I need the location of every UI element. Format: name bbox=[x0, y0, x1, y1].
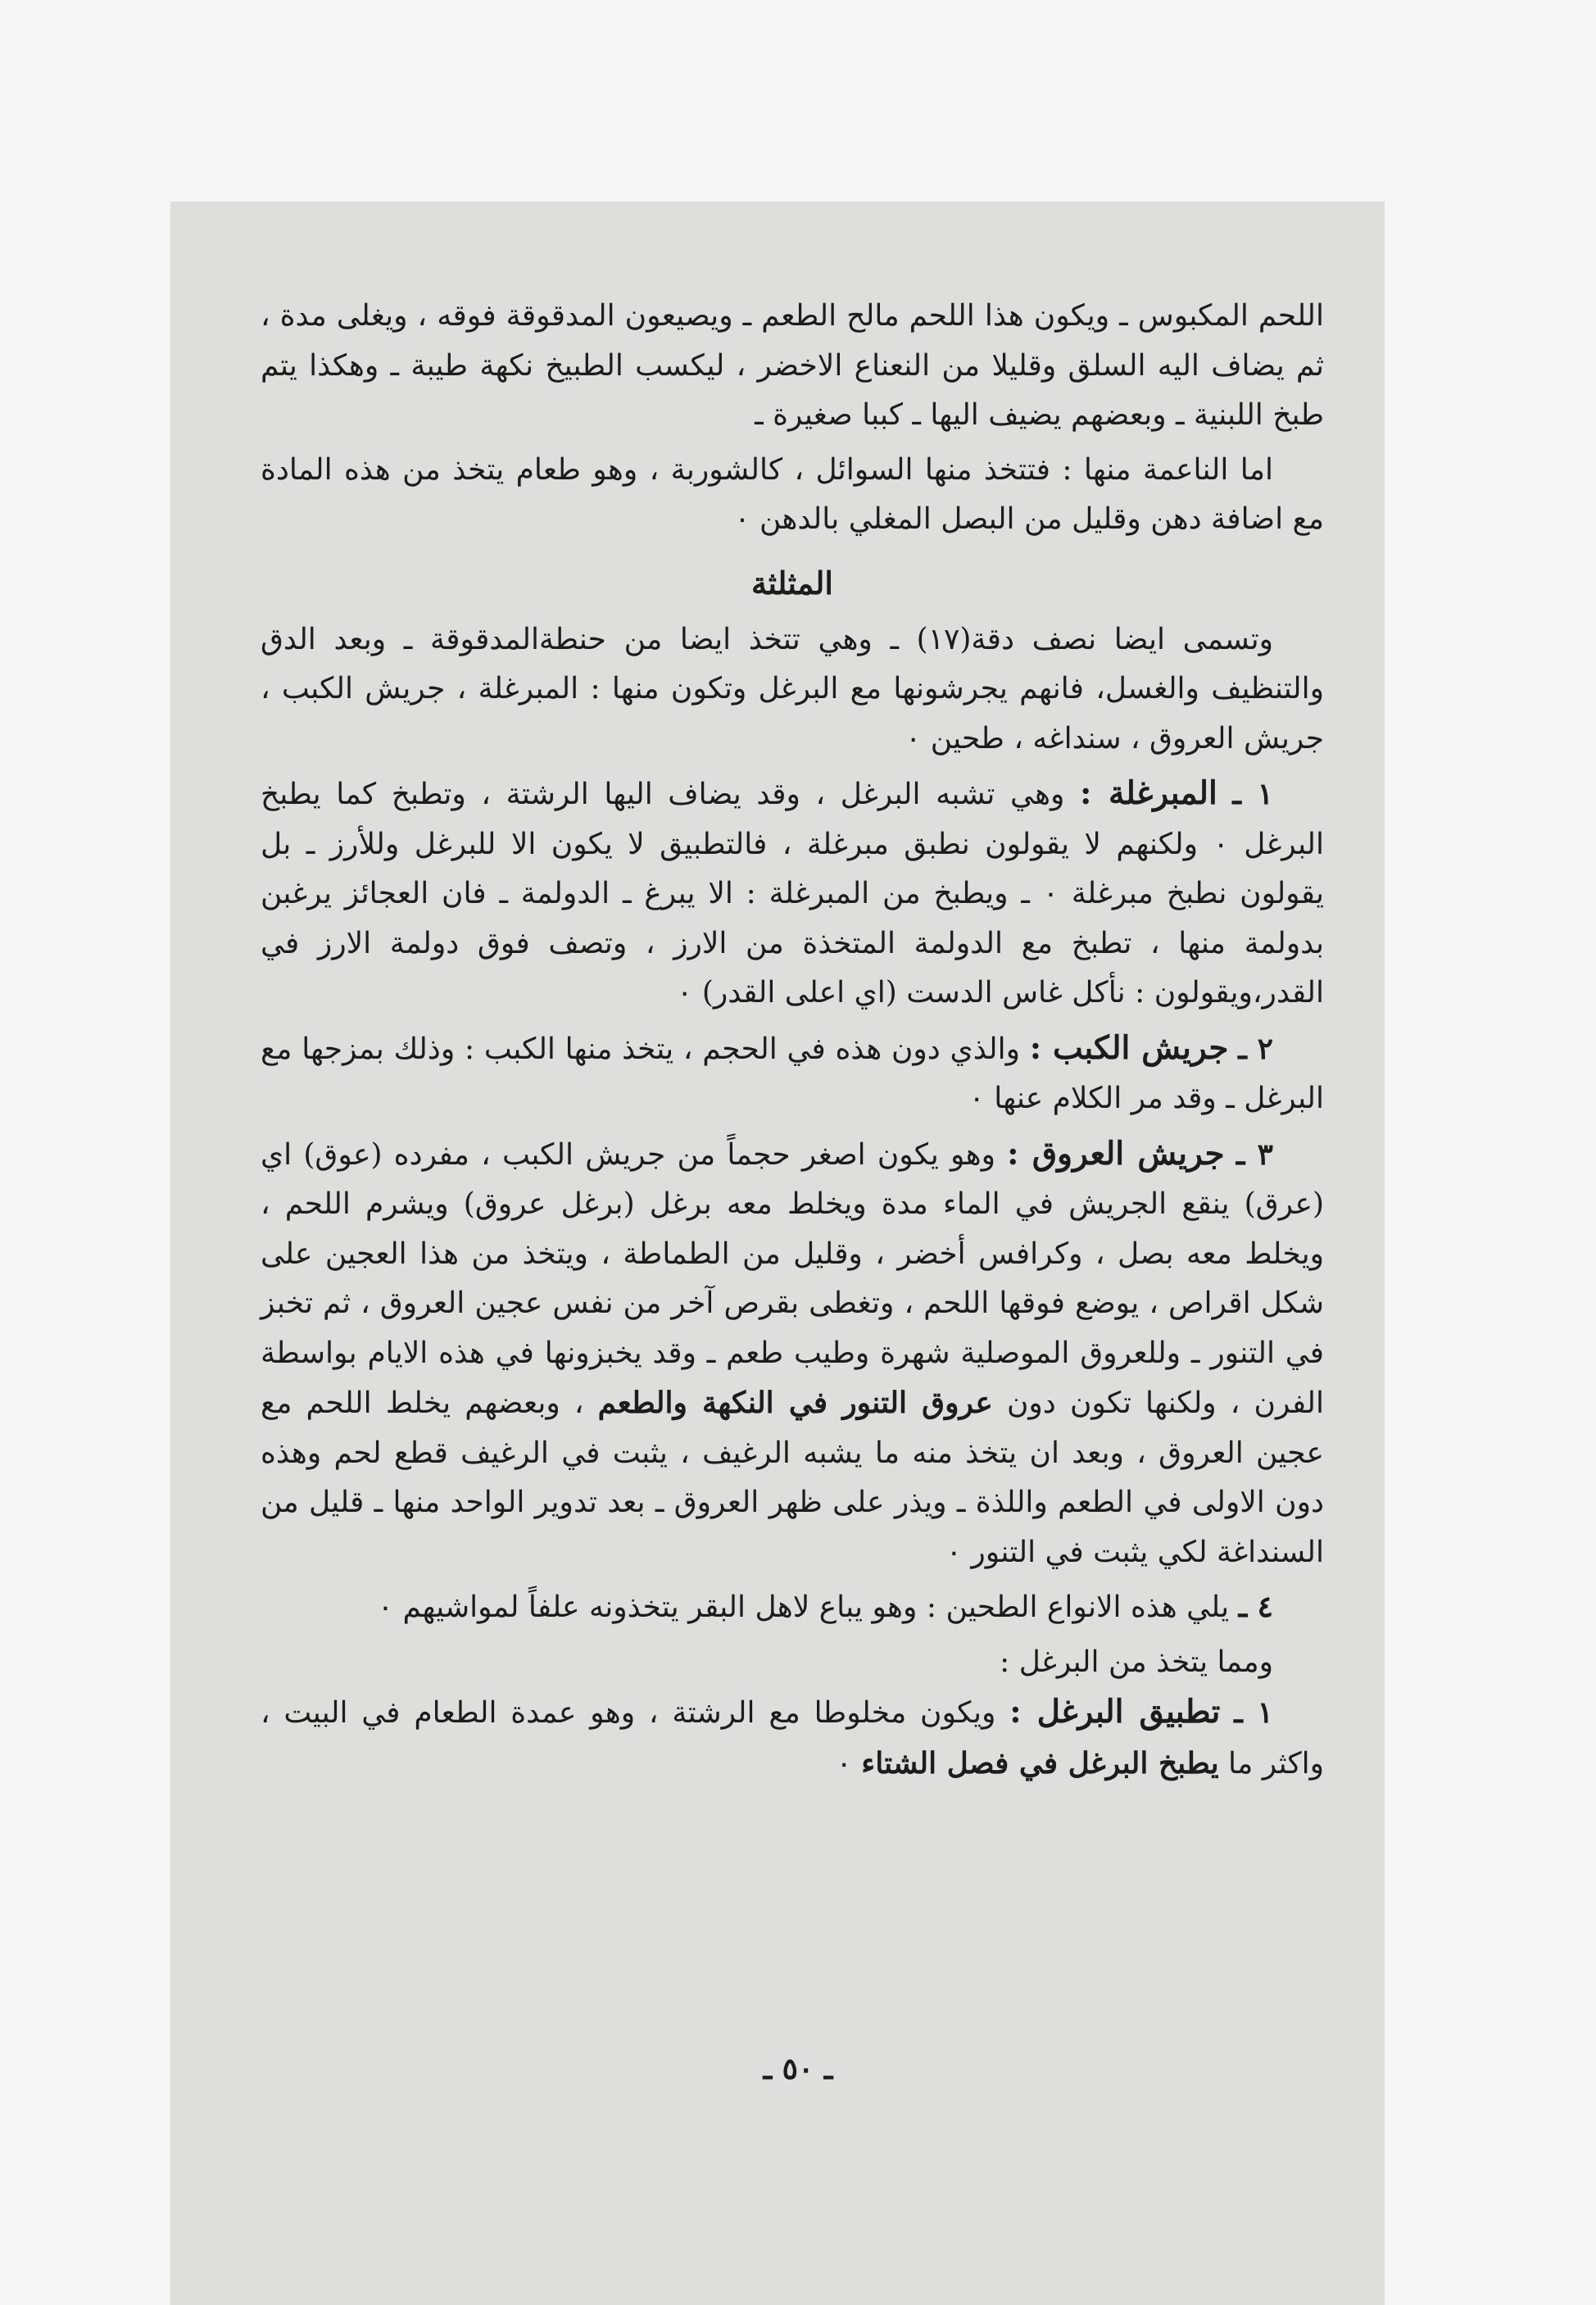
section-intro-paragraph bbox=[261, 615, 1324, 765]
bulgur-item-1-text-before: ويكون مخلوطا مع الرشتة ، وهو عمدة الطعام في البيت ، واكثر ما bbox=[261, 1696, 1324, 1781]
intro-paragraph-1 bbox=[261, 292, 1324, 441]
item-3-term: جريش العروق : bbox=[1007, 1134, 1225, 1173]
page-text bbox=[261, 292, 1324, 1789]
item-4-number: ٤ ـ bbox=[1238, 1590, 1273, 1624]
bulgur-item-1 bbox=[261, 1687, 1324, 1789]
section-heading: المثلثة bbox=[751, 564, 833, 601]
list-item-1 bbox=[261, 769, 1324, 1019]
item-2-text: والذي دون هذه في الحجم ، يتخذ منها الكبب : وذلك بمزجها مع البرغل ـ وقد مر الكلام عنها ٠ bbox=[261, 1032, 1324, 1115]
item-1-term: المبرغلة : bbox=[1079, 774, 1217, 812]
item-2-term: جريش الكبب : bbox=[1029, 1028, 1229, 1067]
item-3-text-before: وهو يكون اصغر حجماً من جريش الكبب ، مفرده (عوق) اي (عرق) ينقع الجريش في الماء مدة ويخلط معه برغل (برغل عروق) ويشرم اللحم ، ويخلط معه بصل ، وكرافس أخضر ، وقليل من الطماطة ، ويتخذ من هذا العجين على شكل اقراص ، يوضع فوقها اللحم ، وتغطى بقرص آخر من نفس عجين العروق ، ثم تخبز في التنور ـ وللعروق الموصلية شهرة وطيب طعم ـ وقد يخبزونها في هذه الايام بواسطة الفرن ، ولكنها تكون دون bbox=[261, 1137, 1325, 1420]
bulgur-intro bbox=[261, 1638, 1324, 1688]
intro-paragraph-2 bbox=[261, 446, 1324, 545]
bulgur-item-1-term: تطبيق البرغل : bbox=[1009, 1693, 1221, 1731]
intro-paragraph-2-text: اما الناعمة منها : فتتخذ منها السوائل ، كالشوربة ، وهو طعام يتخذ من هذه المادة مع اضافة دهن وقليل من البصل المغلي بالدهن ٠ bbox=[261, 452, 1324, 536]
item-3-text-highlight: عروق التنور في النكهة والطعم bbox=[597, 1386, 993, 1420]
intro-paragraph-1-text: اللحم المكبوس ـ ويكون هذا اللحم مالح الطعم ـ ويصيعون المدقوقة فوقه ، ويغلى مدة ، ثم يضاف اليه السلق وقليلا من النعناع الاخضر ، ليكسب الطبيخ نكهة طيبة ـ وهكذا يتم طبخ اللبنية ـ وبعضهم يضيف اليها ـ كببا صغيرة ـ bbox=[261, 299, 1324, 432]
item-3-text-after: ، وبعضهم يخلط اللحم مع عجين العروق ، وبعد ان يتخذ منه ما يشبه الرغيف ، يثبت في الرغيف قطع لحم وهذه دون الاولى في الطعم واللذة ـ ويذر على ظهر العروق ـ بعد تدوير الواحد منها ـ قليل من السنداغة لكي يثبت في التنور ٠ bbox=[261, 1386, 1324, 1569]
section-intro-text: وتسمى ايضا نصف دقة(١٧) ـ وهي تتخذ ايضا من حنطةالمدقوقة ـ وبعد الدق والتنظيف والغسل، فانهم يجرشونها مع البرغل وتكون منها : المبرغلة ، جريش الكبب ، جريش العروق ، سنداغه ، طحين ٠ bbox=[261, 622, 1324, 755]
bulgur-item-1-text-highlight: يطبخ البرغل في فصل الشتاء bbox=[861, 1745, 1219, 1781]
bulgur-item-1-text-after: ٠ bbox=[836, 1746, 852, 1781]
bulgur-item-1-number: ١ ـ bbox=[1234, 1695, 1273, 1730]
page-number: ـ ٥٠ ـ bbox=[763, 2052, 833, 2086]
item-1-number: ١ ـ bbox=[1232, 777, 1273, 811]
item-1-text: وهي تشبه البرغل ، وقد يضاف اليها الرشتة ، وتطبخ كما يطبخ البرغل ٠ ولكنهم لا يقولون نطبق مبرغلة ، فالتطبيق لا يكون الا للبرغل وللأرز ـ بل يقولون نطبخ مبرغلة ٠ ـ ويطبخ من المبرغلة : الا يبرغ ـ الدولمة ـ فان العجائز يرغبن بدولمة منها ، تطبخ مع الدولمة المتخذة من الارز ، وتصف فوق دولمة الارز في القدر،ويقولون : نأكل غاس الدست (اي اعلى القدر) ٠ bbox=[261, 778, 1325, 1010]
list-item-3 bbox=[261, 1129, 1324, 1578]
list-item-4 bbox=[261, 1582, 1324, 1633]
item-4-text: يلي هذه الانواع الطحين : وهو يباع لاهل البقر يتخذونه علفاً لمواشيهم ٠ bbox=[377, 1590, 1230, 1624]
item-2-number: ٢ ـ bbox=[1238, 1031, 1273, 1066]
list-item-2 bbox=[261, 1023, 1324, 1124]
bulgur-intro-text: ومما يتخذ من البرغل : bbox=[1000, 1645, 1273, 1679]
item-3-number: ٣ ـ bbox=[1236, 1137, 1273, 1172]
